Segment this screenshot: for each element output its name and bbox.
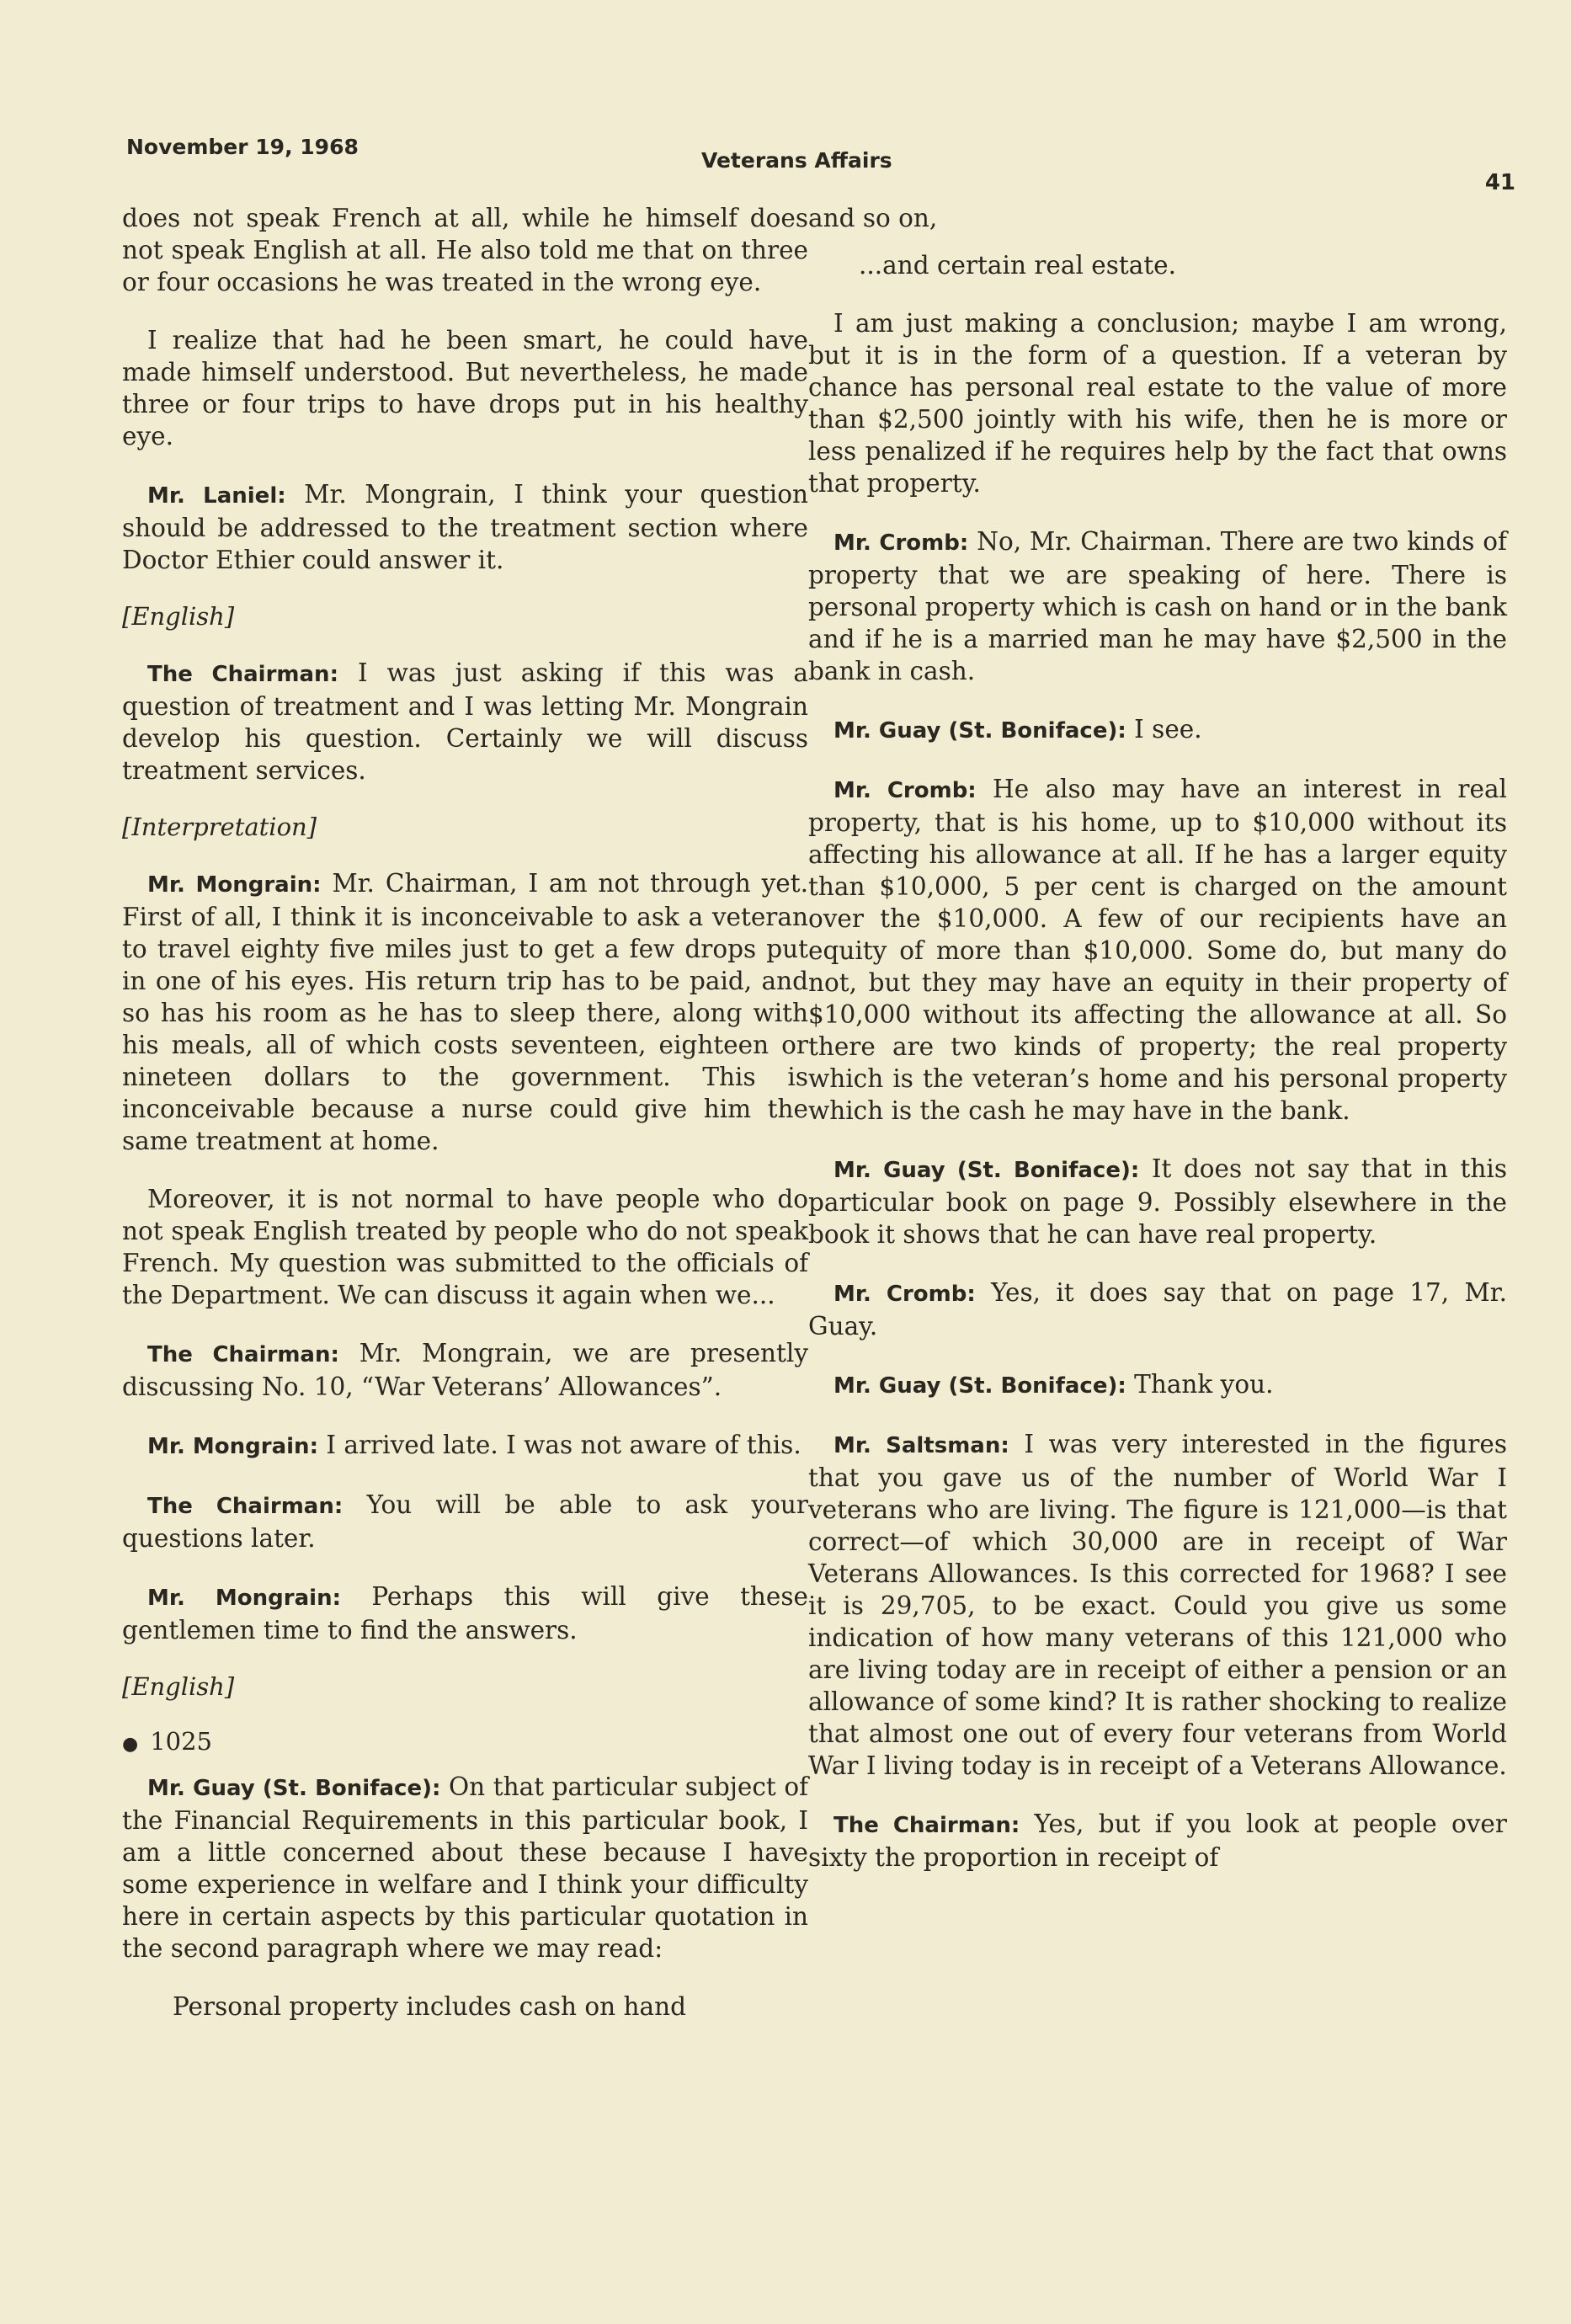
paragraph [122,1429,808,1463]
header-title: Veterans Affairs [701,148,892,173]
paragraph-text: I realize that had he been smart, he could have made himself understood. But nevertheless, he made three or four trips to have drops put in his healthy eye. [122,326,808,450]
paragraph-text: He also may have an interest in real property, that is his home, up to $10,000 without its affecting his allowance at all. If he has a larger equity than $10,000, 5 per cent is charged on the amount over the $10,000. A few of our recipients have an equity of more than $10,000. Some do, but many do not, but they may have an equity in their property of $10,000 without its affecting the allowance at all. So there are two kinds of property; the real property which is the veteran’s home and his personal property which is the cash he may have in the bank. [808,775,1507,1125]
speaker-name: Mr. Guay (St. Boniface): [833,1158,1140,1183]
speaker-name: Mr. Cromb: [833,1282,976,1307]
paragraph [122,324,808,452]
paragraph [808,773,1507,1127]
page-header [126,135,1515,195]
paragraph [122,657,808,786]
paragraph-text: It does not say that in this particular book on page 9. Possibly elsewhere in the book it shows that he can have real property. [808,1154,1507,1249]
bullet-icon: ● [122,1734,139,1755]
paragraph-text: Thank you. [1134,1370,1274,1399]
paragraph-text: You will be able to ask your questions later. [122,1490,808,1553]
time-marker [122,1727,808,1756]
paragraph [808,1277,1507,1342]
paragraph [808,307,1507,499]
page-number: 41 [1484,170,1515,195]
paragraph-text: No, Mr. Chairman. There are two kinds of property that we are speaking of here. There is personal property which is cash on hand or in the bank and if he is a married man he may have $2,500 in the bank in cash. [808,527,1507,685]
paragraph [122,202,808,298]
time-marker-text: 1025 [150,1727,213,1756]
speaker-name: Mr. Cromb: [833,530,969,556]
speaker-name: Mr. Cromb: [833,778,977,803]
speaker-name: The Chairman: [147,1342,339,1367]
language-marker: [Interpretation] [122,813,317,841]
speaker-name: The Chairman: [147,1494,343,1519]
paragraph [122,1771,808,1964]
paragraph [808,1428,1507,1782]
language-marker: [English] [122,602,235,631]
speaker-name: Mr. Mongrain: [147,1586,341,1611]
paragraph-text: Moreover, it is not normal to have people who do not speak English treated by people who do not speak French. My question was submitted to the officials of the Department. We can discuss it again when we... [122,1185,808,1309]
paragraph [808,525,1507,687]
paragraph-text: Mr. Chairman, I am not through yet. First of all, I think it is inconceivable to ask a veteran to travel eighty five miles just to get a few drops put in one of his eyes. His return trip has to be paid, and so has his room as he has to sleep there, along with his meals, all of which costs seventeen, eighteen or nineteen dollars to the government. This is inconceivable because a nurse could give him the same treatment at home. [122,869,808,1155]
speaker-name: Mr. Guay (St. Boniface): [833,718,1126,744]
quoted-text: ...and certain real estate. [859,251,1177,280]
header-date: November 19, 1968 [126,135,359,159]
paragraph-text: I was just asking if this was a question of treatment and I was letting Mr. Mongrain develop his question. Certainly we will discuss treatment services. [122,658,808,785]
paragraph-text: I see. [1134,715,1202,744]
paragraph [808,202,1507,234]
paragraph-text: I arrived late. I was not aware of this. [326,1431,801,1459]
paragraph [808,1153,1507,1250]
paragraph-text: Yes, but if you look at people over sixty the proportion in receipt of [808,1810,1507,1872]
speaker-name: Mr. Mongrain: [147,1434,318,1459]
speaker-name: Mr. Laniel: [147,483,286,509]
paragraph [122,1489,808,1554]
paragraph-text: Mr. Mongrain, we are presently discussing No. 10, “War Veterans’ Allowances”. [122,1339,808,1401]
paragraph-text: Mr. Mongrain, I think your question should be addressed to the treatment section where Doctor Ethier could answer it. [122,480,808,574]
speaker-name: Mr. Guay (St. Boniface): [147,1776,441,1801]
paragraph [122,1183,808,1311]
language-marker: [English] [122,1672,235,1701]
paragraph-text: On that particular subject of the Financial Requirements in this particular book, I am a little concerned about these because I have some experience in welfare and I think your difficulty here in certain aspects by this particular quotation in the second paragraph where we may read: [122,1772,808,1963]
paragraph-text: Perhaps this will give these gentlemen time to find the answers. [122,1582,808,1644]
speaker-name: Mr. Mongrain: [147,872,322,898]
paragraph-text: I am just making a conclusion; maybe I am wrong, but it is in the form of a question. If a veteran by chance has personal real estate to the value of more than $2,500 jointly with his wife, then he is more or less penalized if he requires help by the fact that owns that property. [808,309,1507,498]
speaker-name: Mr. Saltsman: [833,1433,1009,1458]
speaker-name: The Chairman: [833,1813,1020,1838]
paragraph [808,713,1507,747]
paragraph [808,1368,1507,1402]
right-column [808,202,1507,1900]
speaker-name: Mr. Guay (St. Boniface): [833,1373,1126,1399]
paragraph [122,478,808,576]
left-column [122,202,808,2049]
paragraph-text: does not speak French at all, while he himself does not speak English at all. He also told me that on three or four occasions he was treated in the wrong eye. [122,204,808,296]
speaker-name: The Chairman: [147,662,338,687]
paragraph-text: and so on, [808,204,938,232]
paragraph [122,1580,808,1646]
paragraph [122,867,808,1157]
paragraph [122,1337,808,1403]
paragraph-text: Yes, it does say that on page 17, Mr. Guay. [808,1278,1507,1341]
paragraph-text: I was very interested in the figures that you gave us of the number of World War I veterans who are living. The figure is 121,000—is that correct—of which 30,000 are in receipt of War Veterans Allowances. Is this corrected for 1968? I see it is 29,705, to be exact. Could you give us some indication of how many veterans of this 121,000 who are living today are in receipt of either a pension or an allowance of some kind? It is rather shocking to realize that almost one out of every four veterans from World War I living today is in receipt of a Veterans Allowance. [808,1430,1507,1780]
quoted-text: Personal property includes cash on hand [173,1992,686,2021]
paragraph [808,1808,1507,1874]
